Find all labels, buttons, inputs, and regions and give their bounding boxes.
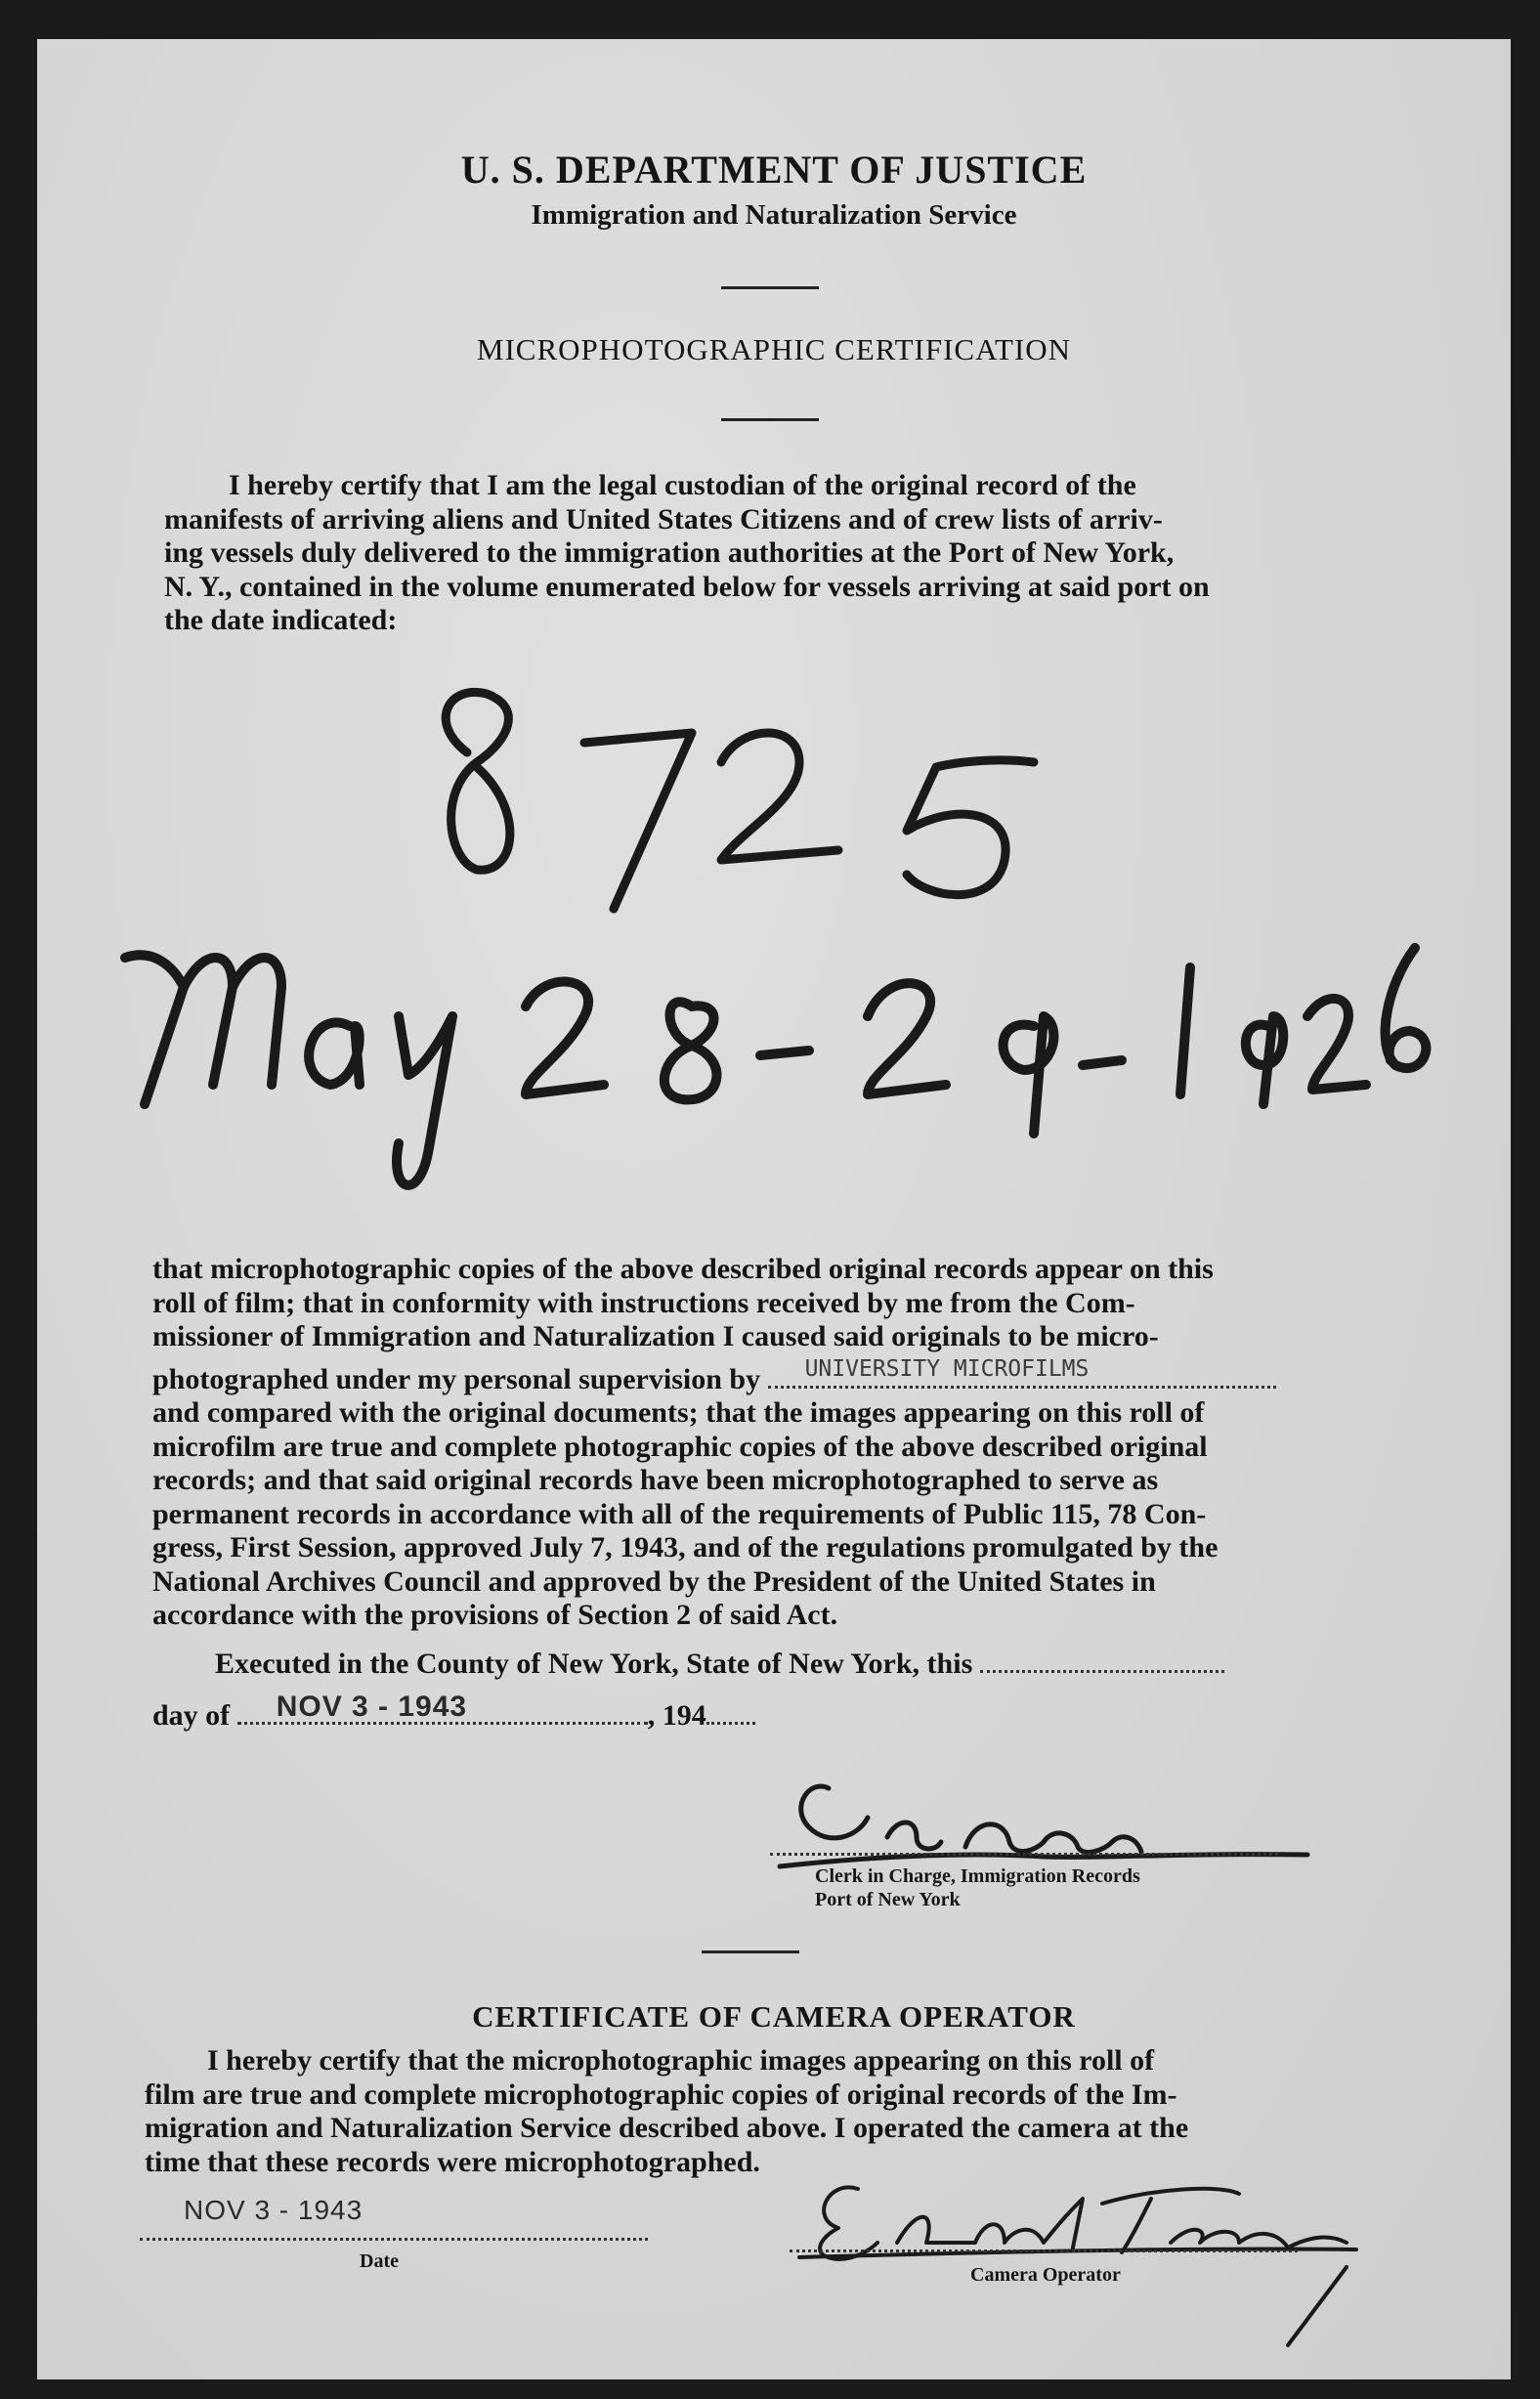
camera-operator-label: Camera Operator <box>970 2264 1121 2286</box>
camera-operator-signature <box>780 2150 1366 2355</box>
intro-paragraph <box>164 469 1405 638</box>
handwritten-dates <box>115 909 1444 1202</box>
statement-line: time that these records were microphotographed. <box>145 2145 760 2178</box>
operator-date-stamp: NOV 3 - 1943 <box>184 2195 364 2225</box>
clerk-title: Clerk in Charge, Immigration Records <box>815 1865 1140 1887</box>
clerk-signature-line <box>770 1853 1278 1856</box>
clerk-caption <box>815 1864 1140 1911</box>
statement-line: I hereby certify that the microphotographic images appearing on this roll of <box>207 2044 1155 2077</box>
certification-body <box>152 1253 1413 1734</box>
day-of-field <box>237 1691 648 1725</box>
statement-line: film are true and complete microphotographic copies of original records of the Im- <box>145 2078 1177 2111</box>
statement-line: migration and Naturalization Service described above. I operated the camera at the <box>145 2112 1189 2144</box>
divider <box>721 418 819 421</box>
body-line: and compared with the original documents; that the images appearing on this roll of <box>152 1396 1205 1429</box>
operator-signature-line <box>790 2249 1298 2252</box>
certificate-page <box>37 39 1511 2379</box>
intro-line: I hereby certify that I am the legal custodian of the original record of the <box>229 469 1136 501</box>
executed-text: Executed in the County of New York, State of New York, this <box>215 1647 973 1680</box>
body-line: records; and that said original records have been microphotographed to serve as <box>152 1464 1159 1496</box>
divider <box>702 1950 799 1953</box>
date-line <box>140 2238 648 2241</box>
day-of-label: day of <box>152 1699 231 1732</box>
supervision-line <box>152 1355 1413 1397</box>
bureau-subheading: Immigration and Naturalization Service <box>531 199 1017 231</box>
body-line: that microphotographic copies of the above described original records appear on this <box>152 1253 1214 1285</box>
certification-title: MICROPHOTOGRAPHIC CERTIFICATION <box>476 332 1072 366</box>
body-line: roll of film; that in conformity with instructions received by me from the Com- <box>152 1286 1135 1319</box>
date-label: Date <box>360 2250 399 2272</box>
photographer-name: UNIVERSITY MICROFILMS <box>804 1355 1090 1382</box>
year-suffix: , 194 <box>647 1699 706 1732</box>
handwritten-volume-number <box>408 664 1073 948</box>
body-line: permanent records in accordance with all of the requirements of Public 115, 78 Con- <box>152 1497 1207 1530</box>
photographer-field <box>768 1355 1276 1389</box>
day-of-line <box>152 1691 1413 1734</box>
intro-line: N. Y., contained in the volume enumerated below for vessels arriving at said port on <box>164 570 1210 603</box>
body-line: accordance with the provisions of Section 2 of said Act. <box>152 1599 838 1631</box>
divider <box>721 286 819 289</box>
body-line: gress, First Session, approved July 7, 1943, and of the regulations promulgated by the <box>152 1531 1219 1564</box>
body-line: missioner of Immigration and Naturalization I caused said originals to be micro- <box>152 1320 1159 1352</box>
executed-line <box>152 1647 1413 1682</box>
clerk-location: Port of New York <box>815 1889 961 1910</box>
agency-heading: U. S. DEPARTMENT OF JUSTICE <box>460 148 1088 192</box>
executed-day-field <box>980 1647 1224 1673</box>
body-line: microfilm are true and complete photographic copies of the above described original <box>152 1430 1208 1463</box>
intro-line: the date indicated: <box>164 604 398 636</box>
body-line: National Archives Council and approved by the President of the United States in <box>152 1564 1156 1598</box>
year-field <box>706 1698 755 1725</box>
intro-line: ing vessels duly delivered to the immigration authorities at the Port of New York, <box>164 536 1175 569</box>
camera-operator-title: CERTIFICATE OF CAMERA OPERATOR <box>472 1999 1076 2034</box>
intro-line: manifests of arriving aliens and United States Citizens and of crew lists of arriv- <box>164 502 1163 535</box>
day-of-date-stamp: NOV 3 - 1943 <box>276 1691 468 1723</box>
supervision-label: photographed under my personal supervision by <box>152 1362 761 1395</box>
